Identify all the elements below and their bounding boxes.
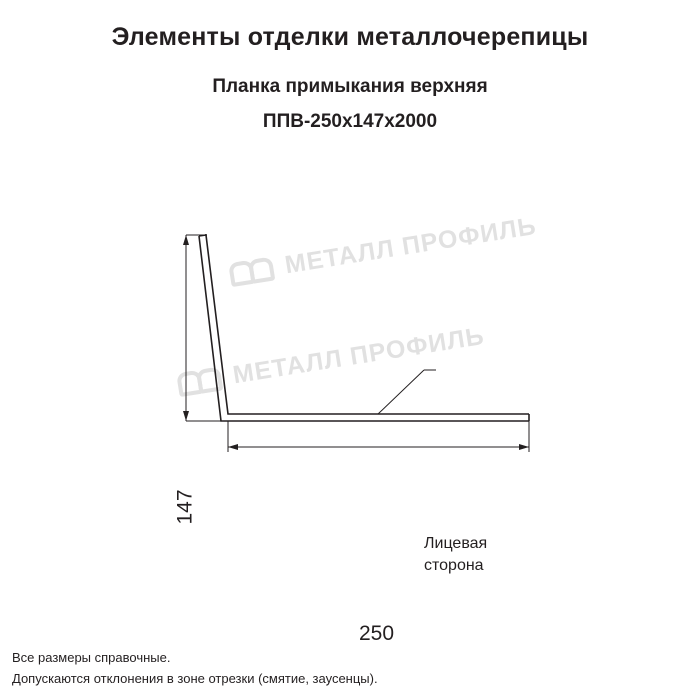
product-title — [0, 74, 700, 134]
dim-height-arrow-bottom — [183, 411, 189, 421]
face-leader-line — [378, 370, 436, 414]
profile-bottom-edge — [199, 236, 529, 421]
watermark-text: МЕТАЛЛ ПРОФИЛЬ — [282, 211, 539, 280]
profile-outline — [199, 234, 529, 421]
dim-width-arrow-left — [228, 444, 238, 450]
title-block — [0, 22, 700, 134]
page-title: Элементы отделки металлочерепицы — [111, 23, 589, 51]
product-code: ППВ-250x147x2000 — [262, 110, 438, 132]
watermark-text: МЕТАЛЛ ПРОФИЛЬ — [230, 321, 487, 390]
face-side-label-line1: Лицевая — [424, 535, 488, 552]
profile-top-edge — [206, 235, 529, 414]
technical-drawing — [0, 190, 700, 645]
dim-width-arrow-right — [519, 444, 529, 450]
dimension-width-group — [228, 421, 529, 452]
dim-height-arrow-top — [183, 235, 189, 245]
face-side-label — [424, 533, 487, 576]
footer-note-2: Допускаются отклонения в зоне отрезки (смятие, заусенцы). — [12, 671, 378, 687]
profile-drawing-svg — [0, 190, 700, 520]
dimension-label-height: 147 — [174, 485, 198, 528]
footer-note-1: Все размеры справочные. — [12, 650, 171, 666]
face-side-label-line2: сторона — [424, 556, 484, 574]
product-name: Планка примыкания верхняя — [212, 76, 488, 97]
dimension-label-width: 250 — [355, 622, 398, 646]
footer-notes — [12, 648, 378, 690]
